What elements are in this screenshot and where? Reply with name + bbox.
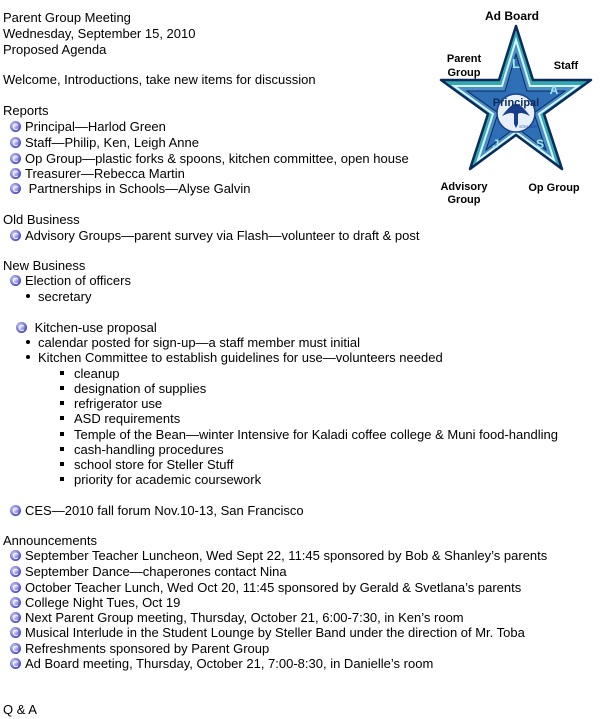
list-item: ASD requirements [60,411,180,426]
list-item: Next Parent Group meeting, Thursday, October 21, 6:00-7:30, in Ken’s room [10,610,464,625]
list-item: school store for Steller Stuff [60,457,233,472]
list-item: College Night Tues, Oct 19 [10,595,180,610]
list-item: September Teacher Luncheon, Wed Sept 22, 11:45 sponsored by Bob & Shanley’s parents [10,548,547,563]
list-item: refrigerator use [60,396,162,411]
qa-line: Q & A [3,702,37,717]
swirl-bullet-icon [10,230,21,241]
meeting-date: Wednesday, September 15, 2010 [3,26,196,41]
swirl-bullet-icon [10,505,21,516]
square-bullet-icon [60,401,64,405]
list-item: Treasurer—Rebecca Martin [10,166,185,181]
swirl-bullet-icon [10,643,21,654]
logo-letter-s: S [535,137,545,151]
swirl-bullet-icon [16,322,27,333]
list-item: Election of officers [10,273,131,288]
swirl-bullet-icon [10,168,21,179]
dot-bullet-icon [26,340,30,344]
list-item: Staff—Philip, Ken, Leigh Anne [10,135,199,150]
logo-group-label-2: Group [447,194,481,206]
welcome-line: Welcome, Introductions, take new items for discussion [3,72,316,87]
square-bullet-icon [60,432,64,436]
star-logo [432,0,608,208]
swirl-bullet-icon [10,566,21,577]
meeting-title: Parent Group Meeting [3,10,131,25]
list-item: Temple of the Bean—winter Intensive for Kaladi coffee college & Muni food-handling [60,427,558,442]
logo-letter-a: A [549,83,559,97]
logo-group-label: Group [447,67,481,79]
list-item: Musical Interlude in the Student Lounge by Steller Band under the direction of Mr. Toba [10,625,525,640]
list-item: Ad Board meeting, Thursday, October 21, 7:00-8:30, in Danielle’s room [10,656,433,671]
swirl-bullet-icon [10,582,21,593]
square-bullet-icon [60,477,64,481]
swirl-bullet-icon [10,183,21,194]
agenda-subtitle: Proposed Agenda [3,42,107,57]
list-item: priority for academic coursework [60,472,261,487]
square-bullet-icon [60,447,64,451]
swirl-bullet-icon [10,597,21,608]
new-business-heading: New Business [3,258,86,273]
swirl-bullet-icon [10,550,21,561]
swirl-bullet-icon [10,137,21,148]
announcements-heading: Announcements [3,533,97,548]
square-bullet-icon [60,386,64,390]
list-item: CES—2010 fall forum Nov.10-13, San Francisco [10,503,304,518]
logo-parent-label: Parent [446,53,482,65]
list-item: Partnerships in Schools—Alyse Galvin [10,181,250,196]
list-item: designation of supplies [60,381,206,396]
swirl-bullet-icon [10,153,21,164]
logo-principal-label: Principal [492,97,540,109]
swirl-bullet-icon [10,612,21,623]
logo-steller-text: STELLER [519,124,537,129]
logo-letter-l: L [512,56,520,71]
list-item: Advisory Groups—parent survey via Flash—volunteer to draft & post [10,228,420,243]
swirl-bullet-icon [10,275,21,286]
list-item: Kitchen-use proposal [16,320,157,335]
list-item: calendar posted for sign-up—a staff member must initial [26,335,360,350]
old-business-heading: Old Business [3,212,80,227]
logo-advisory-label: Advisory [440,181,488,193]
reports-heading: Reports [3,103,49,118]
list-item: October Teacher Lunch, Wed Oct 20, 11:45 sponsored by Gerald & Svetlana’s parents [10,580,521,595]
square-bullet-icon [60,416,64,420]
square-bullet-icon [60,462,64,466]
dot-bullet-icon [26,294,30,298]
logo-op-group-label: Op Group [528,182,580,194]
logo-ad-board-label: Ad Board [485,9,539,23]
square-bullet-icon [60,371,64,375]
dot-bullet-icon [26,355,30,359]
swirl-bullet-icon [10,658,21,669]
list-item: Refreshments sponsored by Parent Group [10,641,269,656]
list-item: September Dance—chaperones contact Nina [10,564,287,579]
swirl-bullet-icon [10,627,21,638]
logo-staff-label: Staff [553,60,579,72]
swirl-bullet-icon [10,121,21,132]
list-item: Principal—Harlod Green [10,119,166,134]
logo-letter-j: J [492,137,500,151]
list-item: cleanup [60,366,120,381]
list-item: cash-handling procedures [60,442,224,457]
list-item: Op Group—plastic forks & spoons, kitchen committee, open house [10,151,409,166]
list-item: secretary [26,289,91,304]
list-item: Kitchen Committee to establish guidelines for use—volunteers needed [26,350,443,365]
